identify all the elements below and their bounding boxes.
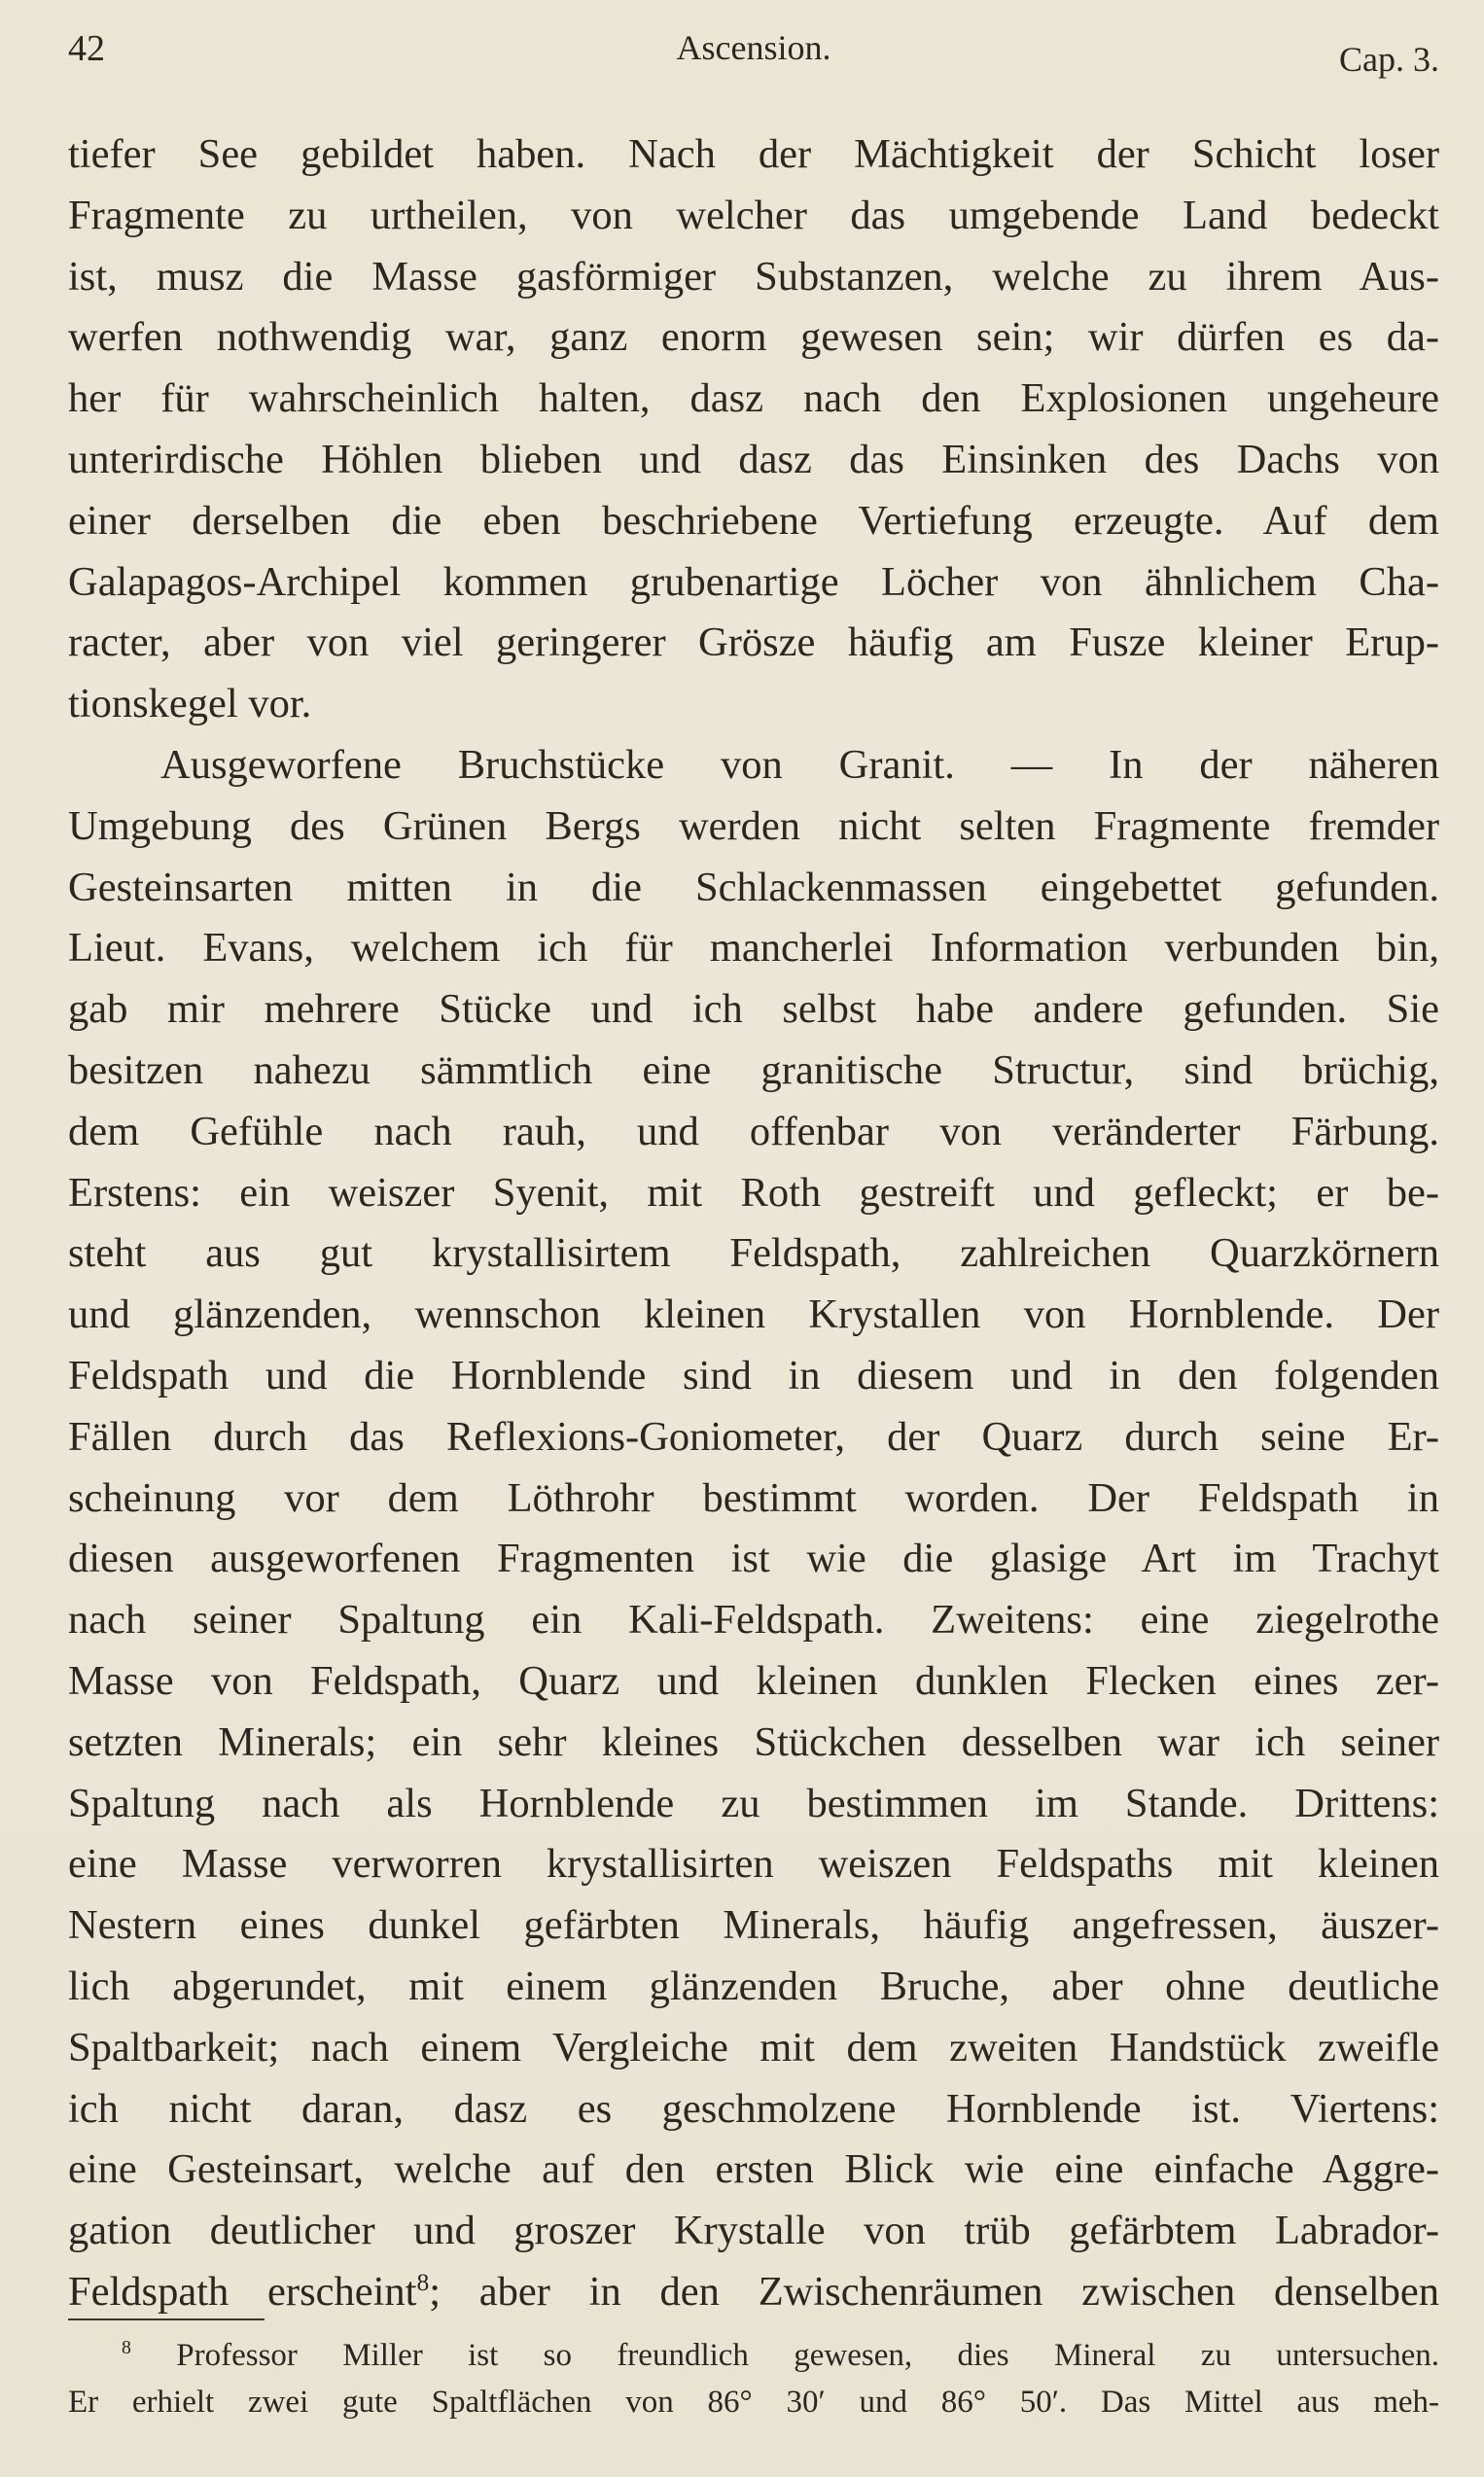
text-segment: ; aber in den Zwischenräumen zwischen denselben <box>429 2268 1439 2315</box>
page-header <box>68 27 1439 86</box>
footnote <box>68 2332 1439 2425</box>
text-line: Nestern eines dunkel gefärbten Minerals, häufig angefressen, äuszer- <box>68 1902 1439 1949</box>
text-line: diesen ausgeworfenen Fragmenten ist wie die glasige Art im Trachyt <box>68 1536 1439 1582</box>
footnote-line <box>68 2332 1439 2379</box>
text-line: racter, aber von viel geringerer Grösze häufig am Fusze kleiner Erup- <box>68 619 1439 666</box>
text-line: dem Gefühle nach rauh, und offenbar von veränderter Färbung. <box>68 1108 1439 1154</box>
text-line: Spaltung nach als Hornblende zu bestimmen im Stande. Drittens: <box>68 1780 1439 1826</box>
text-line: steht aus gut krystallisirtem Feldspath, zahlreichen Quarzkörnern <box>68 1230 1439 1277</box>
text-line: Fällen durch das Reflexions-Goniometer, der Quarz durch seine Er- <box>68 1413 1439 1460</box>
text-line: eine Gesteinsart, welche auf den ersten Blick wie eine einfache Aggre- <box>68 2146 1439 2193</box>
page-number: 42 <box>68 28 105 69</box>
body-text <box>68 124 1439 2323</box>
text-line: ich nicht daran, dasz es geschmolzene Hornblende ist. Viertens: <box>68 2085 1439 2132</box>
text-line: werfen nothwendig war, ganz enorm gewesen sein; wir dürfen es da- <box>68 314 1439 361</box>
text-line: eine Masse verworren krystallisirten weiszen Feldspaths mit kleinen <box>68 1841 1439 1888</box>
text-line: gation deutlicher und groszer Krystalle von trüb gefärbtem Labrador- <box>68 2208 1439 2254</box>
text-line: einer derselben die eben beschriebene Vertiefung erzeugte. Auf dem <box>68 497 1439 544</box>
text-line: Galapagos-Archipel kommen grubenartige Löcher von ähnlichem Cha- <box>68 558 1439 605</box>
text-line: und glänzenden, wennschon kleinen Krystallen von Hornblende. Der <box>68 1292 1439 1338</box>
text-line: Spaltbarkeit; nach einem Vergleiche mit dem zweiten Handstück zweifle <box>68 2024 1439 2070</box>
section-heading-line: Ausgeworfene Bruchstücke von Granit. — In der näheren <box>160 741 1439 788</box>
text-line: gab mir mehrere Stücke und ich selbst habe andere gefunden. Sie <box>68 986 1439 1033</box>
footnote-divider <box>68 2318 265 2320</box>
text-line: Lieut. Evans, welchem ich für mancherlei Information verbunden bin, <box>68 925 1439 972</box>
text-line: Erstens: ein weiszer Syenit, mit Roth gestreift und gefleckt; er be- <box>68 1169 1439 1216</box>
running-title: Ascension. <box>676 28 831 67</box>
text-line: Gesteinsarten mitten in die Schlackenmassen eingebettet gefunden. <box>68 864 1439 910</box>
text-line: Fragmente zu urtheilen, von welcher das umgebende Land bedeckt <box>68 192 1439 238</box>
text-line: scheinung vor dem Löthrohr bestimmt worden. Der Feldspath in <box>68 1474 1439 1521</box>
text-line: lich abgerundet, mit einem glänzenden Bruche, aber ohne deutliche <box>68 1963 1439 2009</box>
text-line: Feldspath und die Hornblende sind in diesem und in den folgenden <box>68 1352 1439 1398</box>
text-line: nach seiner Spaltung ein Kali-Feldspath. Zweitens: eine ziegelrothe <box>68 1597 1439 1644</box>
footnote-text: Professor Miller ist so freundlich gewesen, dies Mineral zu untersuchen. <box>176 2338 1440 2373</box>
text-line: Masse von Feldspath, Quarz und kleinen dunklen Flecken eines zer- <box>68 1657 1439 1704</box>
chapter-label: Cap. 3. <box>1339 40 1439 79</box>
text-line: Umgebung des Grünen Bergs werden nicht selten Fragmente fremder <box>68 802 1439 849</box>
text-line: unterirdische Höhlen blieben und dasz das Einsinken des Dachs von <box>68 436 1439 482</box>
text-line: her für wahrscheinlich halten, dasz nach den Explosionen ungeheure <box>68 375 1439 422</box>
text-line: ist, musz die Masse gasförmiger Substanzen, welche zu ihrem Aus- <box>68 253 1439 300</box>
footnote-line: Er erhielt zwei gute Spaltflächen von 86° 30′ und 86° 50′. Das Mittel aus meh- <box>68 2385 1439 2420</box>
text-line: tionskegel vor. <box>68 681 312 727</box>
text-segment: Feldspath erscheint <box>68 2268 417 2315</box>
text-line: besitzen nahezu sämmtlich eine granitische Structur, sind brüchig, <box>68 1046 1439 1093</box>
footnote-marker: 8 <box>122 2337 131 2358</box>
footnote-reference[interactable]: 8 <box>416 2267 430 2296</box>
text-line: tiefer See gebildet haben. Nach der Mächtigkeit der Schicht loser <box>68 131 1439 177</box>
text-line: setzten Minerals; ein sehr kleines Stückchen desselben war ich seiner <box>68 1718 1439 1765</box>
text-line-with-footnote <box>68 2262 1439 2323</box>
